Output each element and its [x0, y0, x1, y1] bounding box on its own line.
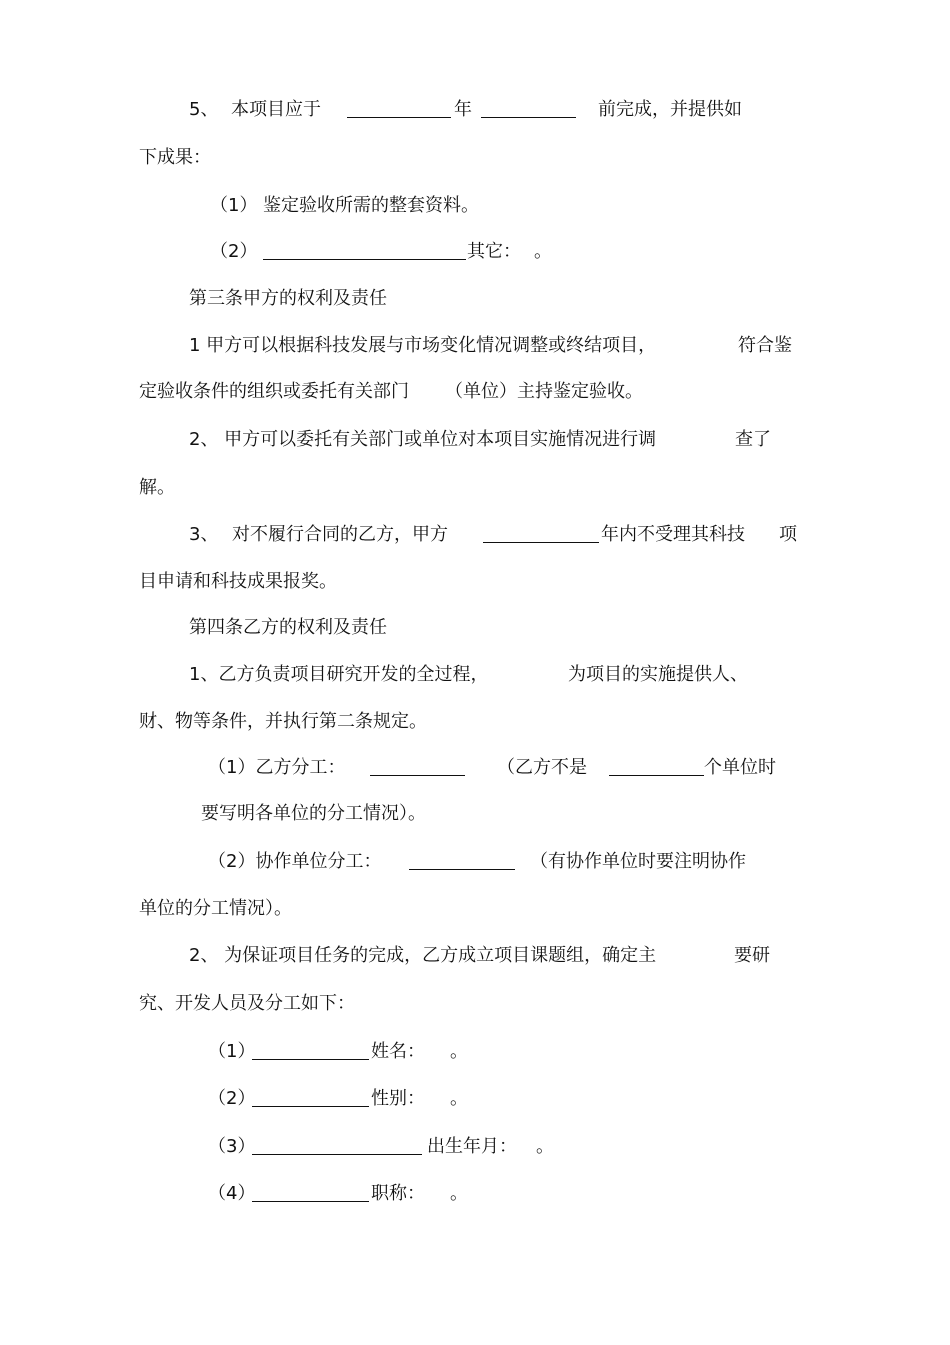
article4-d1-c: 个单位时 — [704, 757, 776, 778]
item5-year-blank — [347, 99, 451, 121]
staff-2-number: （2） — [208, 1088, 256, 1109]
article4-p2-a: 2、 为保证项目任务的完成，乙方成立项目课题组，确定主 — [189, 945, 657, 966]
staff-3-blank — [252, 1136, 422, 1158]
staff-2-label: 性别： — [371, 1088, 425, 1109]
staff-4-blank — [252, 1183, 369, 1205]
item5-post: 前完成，并提供如 — [598, 99, 742, 120]
staff-4-number: （4） — [208, 1183, 256, 1204]
article4-d1-d: 要写明各单位的分工情况）。 — [201, 803, 426, 824]
article4-d2-c: 单位的分工情况）。 — [139, 898, 292, 919]
article4-p1-a: 1、乙方负责项目研究开发的全过程， — [189, 664, 489, 685]
article4-d1-b: （乙方不是 — [497, 757, 587, 778]
article4-title: 第四条乙方的权利及责任 — [189, 617, 387, 638]
staff-4-end: 。 — [450, 1183, 468, 1204]
result1-text: 鉴定验收所需的整套资料。 — [263, 195, 479, 216]
staff-1-blank — [252, 1041, 369, 1063]
staff-1-label: 姓名： — [371, 1041, 425, 1062]
article3-p3-blank — [483, 524, 599, 546]
article3-p3-number: 3、 — [189, 524, 219, 545]
article4-d2-b: （有协作单位时要注明协作 — [530, 851, 746, 872]
staff-3-number: （3） — [208, 1136, 256, 1157]
article3-p1-b: 符合鉴 — [738, 335, 792, 356]
staff-1-number: （1） — [208, 1041, 256, 1062]
item5-continuation: 下成果： — [139, 147, 211, 168]
article4-d2-blank — [409, 851, 515, 873]
article4-p1-b: 为项目的实施提供人、 — [568, 664, 748, 685]
item5-number: 5、 — [189, 99, 219, 120]
article4-d1-blank2 — [609, 757, 704, 779]
staff-3-end: 。 — [536, 1136, 554, 1157]
staff-4-label: 职称： — [371, 1183, 425, 1204]
article4-d2-a: （2）协作单位分工： — [208, 851, 382, 872]
result1-number: （1） — [210, 195, 258, 216]
article3-p3-d: 目申请和科技成果报奖。 — [139, 571, 337, 592]
article3-p2-c: 解。 — [139, 477, 175, 498]
result2-number: （2） — [210, 241, 258, 262]
article3-p3-a: 对不履行合同的乙方，甲方 — [232, 524, 448, 545]
article3-p3-c: 项 — [779, 524, 797, 545]
article3-p2-b: 查了 — [735, 429, 771, 450]
article4-p1-c: 财、物等条件，并执行第二条规定。 — [139, 711, 427, 732]
staff-3-label: 出生年月： — [427, 1136, 517, 1157]
item5-pre: 本项目应于 — [231, 99, 321, 120]
article3-p1-c: 定验收条件的组织或委托有关部门 — [139, 381, 409, 402]
article4-p2-c: 究、开发人员及分工如下： — [139, 993, 355, 1014]
article3-title: 第三条甲方的权利及责任 — [189, 288, 387, 309]
article3-p2-a: 2、 甲方可以委托有关部门或单位对本项目实施情况进行调 — [189, 429, 657, 450]
article3-p3-b: 年内不受理其科技 — [601, 524, 745, 545]
article4-d1-a: （1）乙方分工： — [208, 757, 346, 778]
result2-end: 。 — [534, 241, 552, 262]
result2-blank — [263, 241, 466, 263]
staff-2-end: 。 — [450, 1088, 468, 1109]
staff-1-end: 。 — [450, 1041, 468, 1062]
item5-month-blank — [481, 99, 576, 121]
staff-2-blank — [252, 1088, 369, 1110]
result2-text: 其它： — [467, 241, 521, 262]
article3-p1-d: （单位）主持鉴定验收。 — [445, 381, 643, 402]
article4-p2-b: 要研 — [734, 945, 770, 966]
article3-p1-a: 1 甲方可以根据科技发展与市场变化情况调整或终结项目， — [189, 335, 657, 356]
article4-d1-blank1 — [370, 757, 465, 779]
item5-year: 年 — [454, 99, 472, 120]
